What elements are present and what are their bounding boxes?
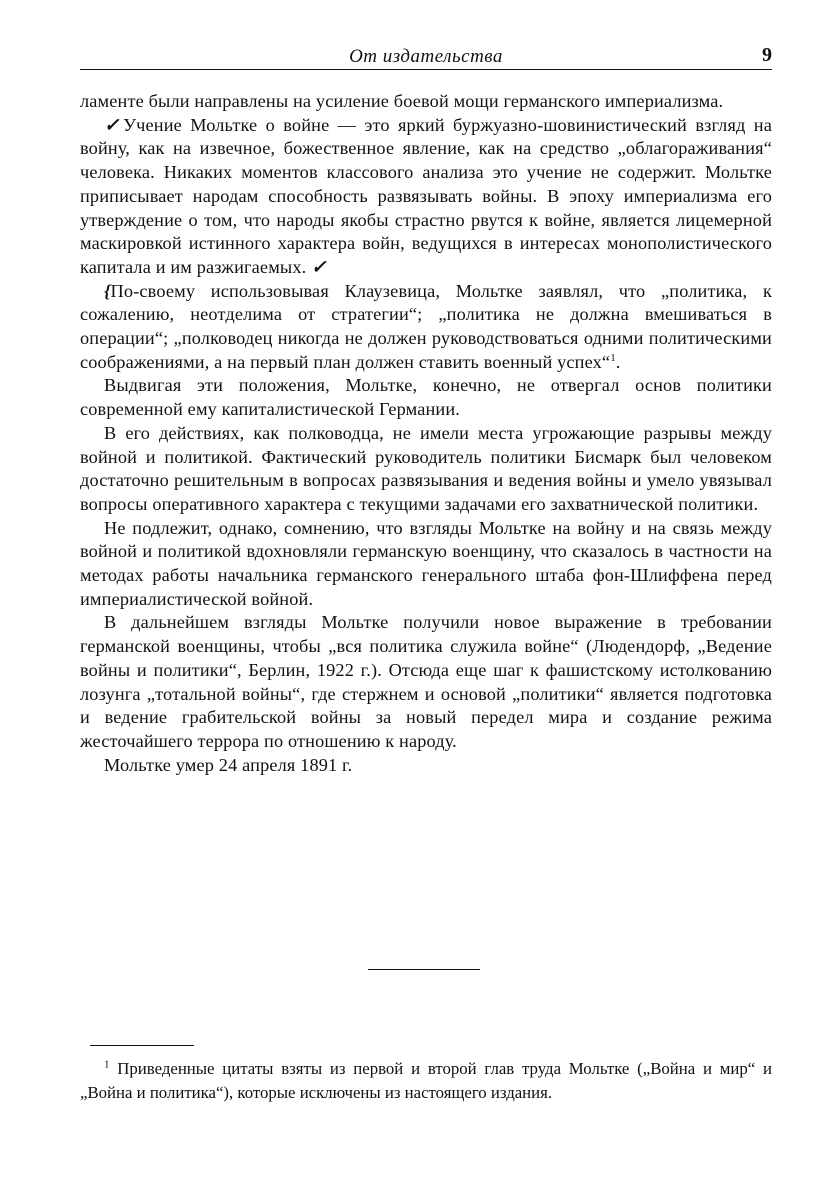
footnote-text: Приведенные цитаты взяты из первой и второй глав труда Мольтке („Война и мир“ и „Война и политика“), которые исключены из настоящего издания.: [80, 1059, 772, 1102]
footnote-rule: [90, 1045, 194, 1046]
paragraph-7: В дальнейшем взгляды Мольтке получили новое выражение в требовании германской военщины, чтобы „вся политика служила войне“ (Людендорф, „Ведение войны и политики“, Берлин, 1922 г.). Отсюда еще шаг к фашистскому истолкованию лозунга „тотальной войны“, где стержнем и основой „политики“ является подготовка и ведение грабительской войны за новый передел мира и создание режима жесточайшего террора по отношению к народу.: [80, 612, 772, 751]
paragraph-1: ламенте были направлены на усиление боевой мощи германского империализма.: [80, 91, 724, 111]
body-text: [80, 90, 772, 777]
footnote-ref: 1: [610, 351, 616, 364]
header-rule: [80, 69, 772, 70]
page-header: [80, 44, 772, 70]
page-number: 9: [762, 44, 772, 66]
footnote-paragraph: [80, 1057, 772, 1104]
paragraph-2-text: Учение Мольтке о войне — это яркий буржуазно-шовинистический взгляд на войну, как на извечное, божественное явление, как на средство „облагораживания“ человека. Никаких моментов классового анализа это учение не содержит. Мольтке приписывает народам способность развязывать войны. В эпоху империализма его утверждение о том, что народы якобы страстно рвутся к войне, является лицемерной маскировкой истинного характера войн, ведущихся в интересах монополистического капитала и им разжигаемых.: [80, 114, 773, 277]
paragraph-3: [80, 280, 772, 375]
margin-mark-end: ✓: [311, 256, 327, 277]
section-divider: [368, 969, 480, 970]
footnote: [80, 1057, 772, 1104]
paragraph-3-end: .: [615, 351, 621, 372]
margin-mark-start: ✓: [104, 114, 124, 135]
paragraph-5: В его действиях, как полководца, не имели места угрожающие разрывы между войной и политикой. Фактический руководитель политики Бисмарк был человеком достаточно решительным в вопросах развязывания и ведения войны и умело увязывал вопросы оперативного характера с текущими задачами его захватнической политики.: [80, 422, 772, 514]
paragraph-6: Не подлежит, однако, сомнению, что взгляды Мольтке на войну и на связь между войной и политикой вдохновляли германскую военщину, что сказалось в частности на методах работы начальника германского генерального штаба фон-Шлиффена перед империалистической войной.: [80, 517, 772, 609]
bracket-mark: {: [104, 280, 111, 301]
paragraph-2: [80, 114, 772, 280]
paragraph-4: Выдвигая эти положения, Мольтке, конечно, не отвергал основ политики современной ему капиталистической Германии.: [80, 375, 772, 420]
paragraph-3-text: По-своему использовывая Клаузевица, Мольтке заявлял, что „политика, к сожалению, неотделима от стратегии“; „политика не должна вмешиваться в операции“; „полководец никогда не должен руководствоваться одними политическими соображениями, а на первый план должен ставить военный успех“: [80, 280, 772, 372]
running-head: От издательства: [349, 46, 503, 67]
footnote-number: 1: [104, 1058, 110, 1071]
paragraph-8: Мольтке умер 24 апреля 1891 г.: [104, 754, 353, 775]
